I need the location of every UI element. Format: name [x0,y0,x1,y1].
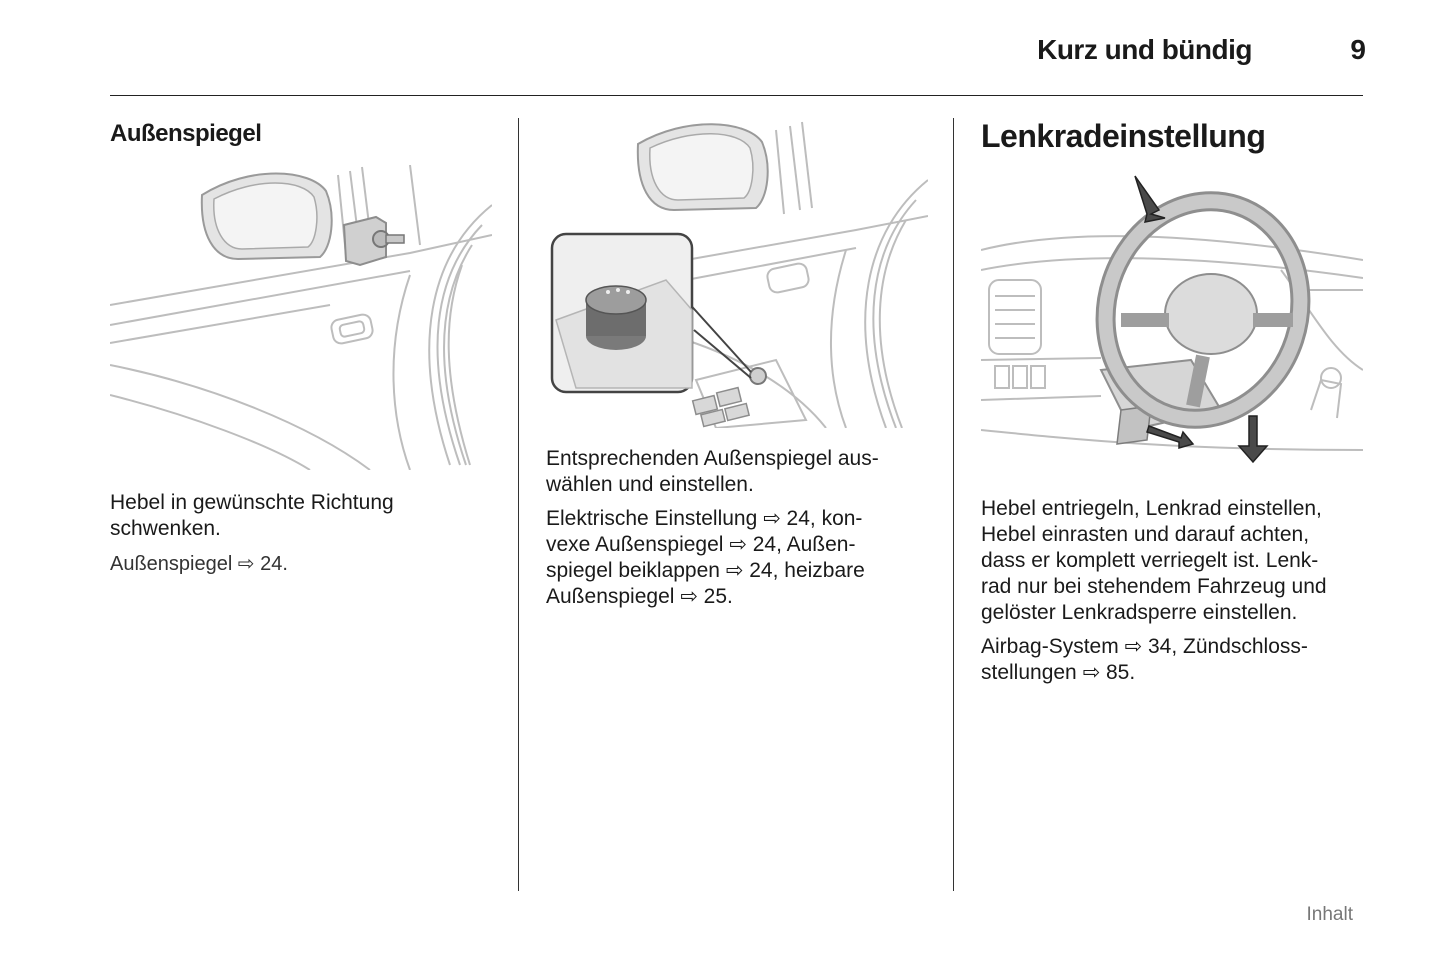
text-line: Hebel in gewünschte Richtung [110,491,394,514]
text-line: wählen und einstellen. [546,473,754,496]
paragraph-mirror-lever [110,490,505,542]
mirror-adjust-switch-illustration-icon [546,120,928,428]
text-line[interactable]: Airbag-System ⇨ 34, Zündschloss- [981,635,1308,658]
text-line[interactable]: vexe Außenspiegel ⇨ 24, Außen- [546,533,856,556]
paragraph-select-mirror [546,446,941,498]
column-divider-left [518,118,519,891]
paragraph-mirror-xref [110,551,505,577]
exterior-mirror-illustration-icon [110,165,492,470]
text-line: Hebel entriegeln, Lenkrad einstellen, [981,497,1322,520]
column-divider-right [953,118,954,891]
text-line[interactable]: spiegel beiklappen ⇨ 24, heizbare [546,559,865,582]
text-line: rad nur bei stehendem Fahrzeug und [981,575,1327,598]
text-line: Entsprechenden Außenspiegel aus- [546,447,879,470]
text-line[interactable]: Außenspiegel ⇨ 24. [110,553,288,575]
text-line: gelöster Lenkradsperre einstellen. [981,601,1298,624]
paragraph-mirror-features [546,506,941,610]
paragraph-steering-instructions [981,496,1376,626]
section-title-aussenspiegel: Außenspiegel [110,120,262,147]
text-line[interactable]: Außenspiegel ⇨ 25. [546,585,733,608]
text-line: dass er komplett verriegelt ist. Lenk- [981,549,1319,572]
text-line[interactable]: Elektrische Einstellung ⇨ 24, kon- [546,507,863,530]
text-line: Hebel einrasten und darauf achten, [981,523,1310,546]
header-rule [110,95,1363,96]
inhalt-link[interactable]: Inhalt [1306,904,1353,925]
page-number: 9 [1350,34,1366,65]
section-title-lenkradeinstellung: Lenkradeinstellung [981,118,1266,154]
paragraph-steering-xref [981,634,1376,686]
text-line: schwenken. [110,517,221,540]
text-line[interactable]: stellungen ⇨ 85. [981,661,1136,684]
steering-wheel-adjustment-illustration-icon [981,170,1363,470]
running-header-title: Kurz und bündig [1037,34,1252,65]
